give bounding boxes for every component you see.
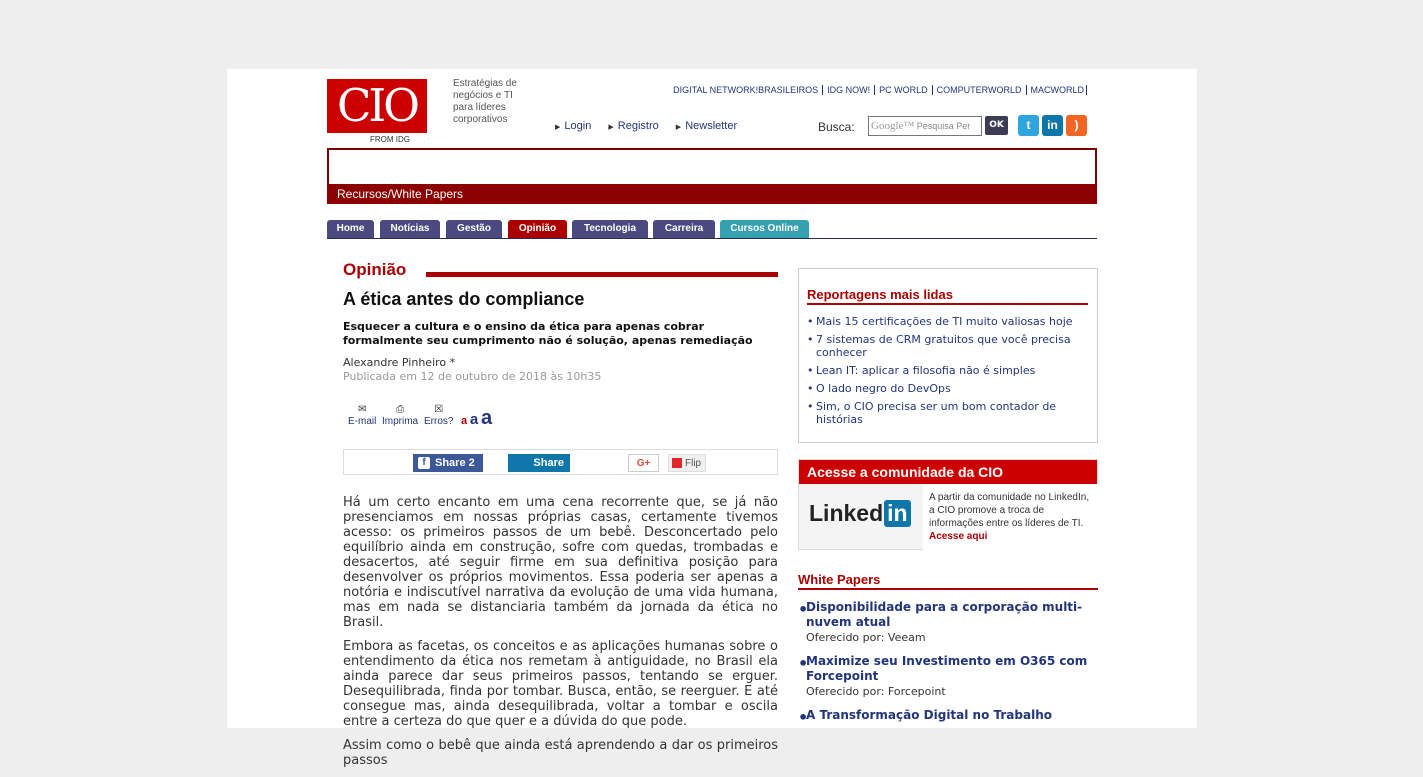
paragraph: Há um certo encanto em uma cena recorrente que, se já não presenciamos em nossas próprias casas, certamente tivemos acesso: os primeiros passos de um bebê. Desconcertado pelo equilíbrio ainda em construção, sofre com quedas, trombadas e desacertos, até seguir firme em sua definitiva posição para desenvolver os próprios movimentos. Essa poderia ser apenas a notória e indiscutível narrativa da evolução de uma vida humana, mas em nada se distanciaria também da jornada da ética no Brasil. — [343, 495, 778, 630]
most-read-title: Reportagens mais lidas — [807, 287, 1088, 305]
tab-opiniao[interactable]: Opinião — [508, 220, 567, 238]
logo-sub: FROM IDG — [370, 135, 410, 144]
main-nav — [327, 220, 1097, 239]
font-small-button[interactable]: a — [461, 415, 468, 427]
font-medium-button[interactable]: a — [469, 411, 479, 428]
tab-tecnologia[interactable]: Tecnologia — [572, 220, 648, 238]
white-paper-item — [798, 654, 1098, 700]
network-link-idgnow[interactable]: IDG NOW! — [823, 85, 875, 95]
flipboard-button[interactable]: Flip — [668, 454, 706, 472]
article-subtitle: Esquecer a cultura e o ensino da ética para apenas cobrar formalmente seu cumprimento não é solução, apenas remediação — [343, 320, 753, 347]
network-link-macworld[interactable]: MACWORLD — [1027, 85, 1088, 95]
google-logo: Google™ — [871, 120, 915, 132]
search-label: Busca: — [818, 120, 855, 134]
facebook-share-button[interactable]: f Share 2 — [413, 454, 483, 472]
page — [227, 69, 1197, 768]
white-paper-item — [798, 600, 1098, 646]
white-papers-list — [798, 600, 1098, 731]
acesse-aqui-link[interactable]: Acesse aqui — [929, 531, 988, 542]
registro-link[interactable]: ▶ Registro — [608, 120, 659, 132]
tab-carreira[interactable]: Carreira — [653, 220, 715, 238]
paragraph: Embora as facetas, os conceitos e as aplicações humanas sobre o entendimento da ética nos remetam à antiguidade, no Brasil ela ainda parece dar seus primeiros passos, tentando se erguer. Desequilibrada, finda por tombar. Busca, então, se reerguer. E até consegue mas, ainda desequilibrada, voltar a tombar e oscila entre a certeza do que quer e a dúvida do que pode. — [343, 639, 778, 729]
arrow-right-icon: ▶ — [675, 124, 682, 131]
errors-tool[interactable]: ☒ Erros? — [424, 404, 454, 427]
search-input[interactable]: Google™ Pesquisa Per — [868, 116, 982, 136]
most-read-list — [807, 315, 1092, 431]
search-button[interactable]: OK — [985, 116, 1008, 135]
linkedin-share-button[interactable]: Share — [508, 454, 570, 472]
cio-logo[interactable]: CIO — [327, 79, 427, 133]
white-paper-sponsor: Oferecido por: Forcepoint — [806, 685, 946, 698]
most-read-item[interactable]: • Sim, o CIO precisa ser um bom contador de histórias — [807, 400, 1092, 426]
white-paper-link[interactable]: • Maximize seu Investimento em O365 com Forcepoint — [806, 654, 1088, 683]
most-read-item[interactable]: • 7 sistemas de CRM gratuitos que você precisa conhecer — [807, 333, 1092, 359]
arrow-right-icon: ▶ — [555, 124, 561, 131]
email-icon: ✉ — [357, 404, 367, 415]
linkedin-logo[interactable]: Linked in — [809, 500, 911, 527]
linkedin-description: A partir da comunidade no LinkedIn, a CIO promove a troca de informações entre os líderes de TI. Acesse aqui — [923, 484, 1099, 550]
share-bar — [343, 449, 778, 475]
linkedin-box-title: Acesse a comunidade da CIO — [799, 460, 1097, 484]
email-tool[interactable]: ✉ E-mail — [348, 404, 377, 427]
newsletter-link[interactable]: ▶ Newsletter — [675, 120, 738, 132]
paragraph: Assim como o bebê que ainda está aprendendo a dar os primeiros passos — [343, 738, 778, 768]
font-large-button[interactable]: a — [481, 407, 493, 429]
arrow-right-icon: ▶ — [608, 124, 614, 131]
article-title: A ética antes do compliance — [343, 289, 585, 309]
white-paper-item — [798, 708, 1098, 723]
breadcrumb[interactable]: Recursos/White Papers — [327, 184, 1097, 204]
white-paper-link[interactable]: • A Transformação Digital no Trabalho — [806, 708, 1052, 722]
tagline: Estratégias de negócios e TI para líderes corporativos — [453, 78, 517, 125]
most-read-item[interactable]: • Mais 15 certificações de TI muito valiosas hoje — [807, 315, 1092, 328]
most-read-box — [798, 268, 1098, 443]
article-body — [343, 495, 778, 777]
print-icon: ⎙ — [396, 404, 405, 415]
font-size-controls — [461, 407, 492, 430]
report-icon: ☒ — [434, 404, 444, 415]
most-read-item[interactable]: • Lean IT: aplicar a filosofia não é simples — [807, 364, 1092, 377]
tab-noticias[interactable]: Notícias — [380, 220, 440, 238]
linkedin-icon[interactable]: in — [1042, 115, 1063, 136]
print-tool[interactable]: ⎙ Imprima — [382, 404, 419, 427]
article-date: Publicada em 12 de outubro de 2018 às 10h35 — [343, 370, 602, 383]
facebook-icon: f — [418, 457, 430, 469]
login-link[interactable]: ▶ Login — [555, 120, 592, 132]
network-link-digital[interactable]: DIGITAL NETWORK!BRASILEIROS — [669, 85, 823, 95]
rss-icon[interactable]: ) — [1066, 115, 1087, 136]
google-plus-button[interactable]: G+ — [628, 454, 659, 472]
tab-home[interactable]: Home — [327, 220, 374, 238]
linkedin-community-box — [798, 459, 1098, 550]
section-rule — [426, 272, 778, 277]
tab-cursos-online[interactable]: Cursos Online — [720, 220, 809, 238]
article-author: Alexandre Pinheiro * — [343, 356, 456, 369]
user-links — [555, 120, 751, 132]
flipboard-icon — [672, 458, 682, 468]
white-paper-sponsor: Oferecido por: Veeam — [806, 631, 926, 644]
network-link-computerworld[interactable]: COMPUTERWORLD — [933, 85, 1027, 95]
section-title[interactable]: Opinião — [343, 260, 407, 279]
most-read-item[interactable]: • O lado negro do DevOps — [807, 382, 1092, 395]
network-link-pcworld[interactable]: PC WORLD — [875, 85, 933, 95]
network-links — [669, 85, 1087, 95]
twitter-icon[interactable]: t — [1018, 115, 1039, 136]
white-papers-title: White Papers — [798, 572, 1098, 590]
white-paper-link[interactable]: • Disponibilidade para a corporação multi-nuvem atual — [806, 600, 1083, 629]
tab-gestao[interactable]: Gestão — [446, 220, 502, 238]
